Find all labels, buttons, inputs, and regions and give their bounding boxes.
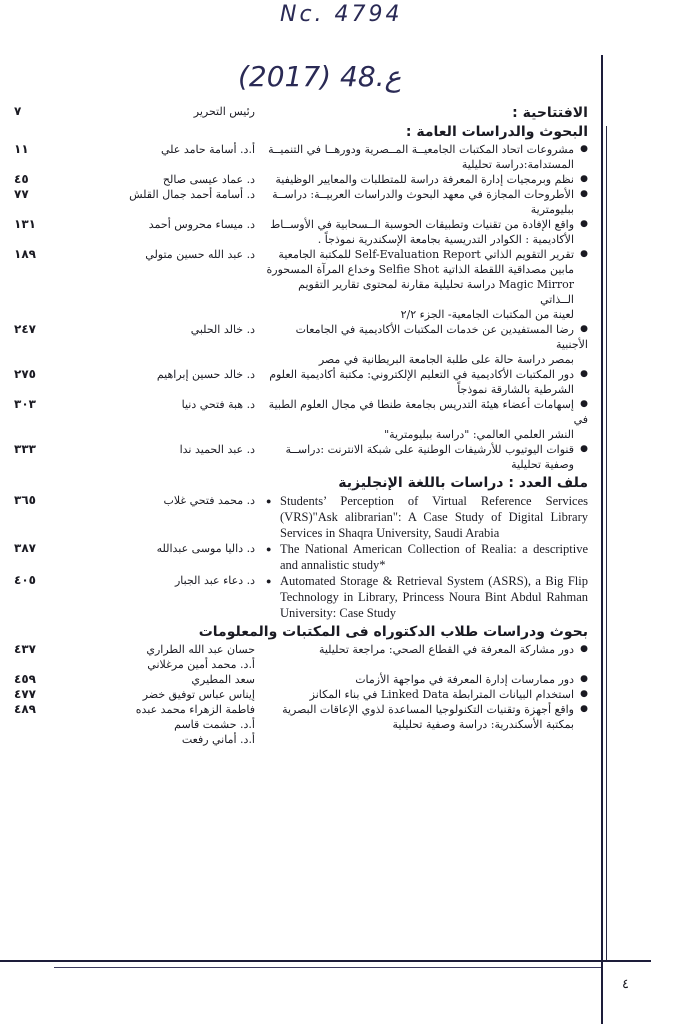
toc-entry-title: [266, 541, 588, 573]
bullet-icon: ●: [580, 369, 588, 379]
toc-entry-authors: [85, 442, 255, 457]
title-text: Students’ Perception of Virtual Reference Services (VRS)"Ask alibrarian": A Case Study of Digital Library Services in Shaqra University, Saudi Arabia: [280, 494, 588, 540]
title-text: The National American Collection of Realia: a descriptive and annalistic study*: [280, 542, 588, 572]
title-line: استخدام البيانات المترابطة Linked Data في بناء المكانز: [309, 688, 574, 701]
heading-doctoral: بحوث ودراسات طلاب الدكتوراه فى المكتبات والمعلومات: [198, 624, 588, 640]
doctoral-studies-list: [14, 642, 588, 747]
bullet-icon: ●: [580, 324, 588, 334]
title-line: قنوات اليوتيوب للأرشيفات الوطنية على شبكة الانترنت :دراســة: [285, 443, 574, 456]
english-studies-list: [14, 493, 588, 621]
toc-entry-title: [266, 217, 588, 247]
title-line: الشرطية بالشارقة نموذجاً: [457, 383, 574, 396]
title-line: الأطروحات المجازة في معهد البحوث والدراسات العربيــة: دراســة: [272, 188, 574, 201]
frame-vertical-rule: [601, 55, 603, 1024]
table-of-contents: [14, 104, 588, 747]
toc-entry-author: د. هبة فتحي دنيا: [181, 398, 255, 411]
title-line: مشروعات اتحاد المكتبات الجامعيــة المــصرية ودورهــا في التنميــة: [268, 143, 574, 156]
toc-entry-author: د. أسامة أحمد جمال القلش: [129, 188, 255, 201]
frame-inner-vertical-rule: [606, 126, 607, 960]
toc-entry-title: [266, 493, 588, 541]
title-line: واقع الإفادة من تقنيات وتطبيقات الحوسبة الــسحابية في الأوســاط: [270, 218, 574, 231]
toc-entry-authors: [85, 217, 255, 232]
title-line: دور مشاركة المعرفة في القطاع الصحي: مراجعة تحليلية: [318, 643, 574, 656]
toc-entry: [14, 187, 588, 217]
title-line: ببليومترية: [530, 203, 574, 216]
title-line: دور المكتبات الأكاديمية في التعليم الإلكتروني: مكتبة أكاديمية العلوم: [269, 368, 574, 381]
toc-entry: [14, 322, 588, 367]
toc-entry-author: د. عماد عيسى صالح: [162, 173, 255, 186]
toc-entry-author: أ.د. محمد أمين مرغلاني: [147, 658, 255, 671]
toc-entry: [14, 687, 588, 702]
editorial-author-cell: [85, 104, 255, 119]
toc-entry-authors: [85, 702, 255, 747]
title-line: رضا المستفيدين عن خدمات المكتبات الأكاديمية في الجامعات الأجنبية: [295, 323, 588, 351]
toc-entry-authors: [85, 687, 255, 702]
page-number: ٤: [622, 977, 629, 992]
bullet-icon: ●: [580, 644, 588, 654]
bullet-icon: ●: [580, 704, 588, 714]
toc-entry-title: [266, 687, 588, 702]
toc-entry: [14, 397, 588, 442]
title-line: النشر العلمي العالمي: "دراسة ببليومترية": [384, 428, 574, 441]
handwritten-volume-note: (2017) 48.ع: [238, 60, 402, 93]
toc-entry-title: [266, 442, 588, 472]
general-studies-list: [14, 142, 588, 472]
toc-entry-author: فاطمة الزهراء محمد عبده: [135, 703, 255, 716]
frame-secondary-rule: [54, 967, 601, 968]
toc-entry-page: ٤٧٧: [14, 687, 36, 701]
toc-entry: [14, 367, 588, 397]
english-title-wrap: [266, 541, 588, 573]
toc-entry-title: [266, 672, 588, 687]
title-text: Automated Storage & Retrieval System (ASRS), a Big Flip Technology in Library, Princess Noura Bint Abdul Rahman University: Case Study: [280, 574, 588, 620]
toc-entry-author: د. خالد حسين إبراهيم: [156, 368, 255, 381]
toc-entry: [14, 217, 588, 247]
title-line: Magic Mirror دراسة تحليلية مقارنة لمحتوى تقارير التقويم الــذاتي: [298, 278, 574, 306]
toc-entry: [14, 493, 588, 541]
toc-entry-page: ٣٣٣: [14, 442, 36, 456]
english-title-wrap: [266, 573, 588, 621]
toc-entry-title: [266, 397, 588, 442]
toc-entry-author: د. خالد الحلبي: [190, 323, 255, 336]
toc-entry: [14, 573, 588, 621]
title-line: نظم وبرمجيات إدارة المعرفة دراسة للمتطلبات والمعايير الوظيفية: [275, 173, 574, 186]
toc-entry-title: [266, 142, 588, 172]
frame-horizontal-rule: [0, 960, 651, 962]
toc-entry-page: ٧٧: [14, 187, 29, 201]
toc-entry: [14, 541, 588, 573]
toc-entry-title: [266, 702, 588, 732]
toc-entry: [14, 247, 588, 322]
title-line: وصفية تحليلية: [511, 458, 574, 471]
toc-entry-author: حسان عبد الله الطراري: [146, 643, 255, 656]
toc-entry: [14, 442, 588, 472]
editorial-page: ٧: [14, 104, 22, 118]
toc-entry-page: ٤٥: [14, 172, 29, 186]
toc-entry-authors: [85, 642, 255, 672]
title-line: دور ممارسات إدارة المعرفة في مواجهة الأزمات: [355, 673, 574, 686]
toc-entry: [14, 672, 588, 687]
toc-entry: [14, 702, 588, 747]
title-line: بمصر دراسة حالة على طلبة الجامعة البريطانية في مصر: [318, 353, 574, 366]
toc-entry-authors: [85, 142, 255, 157]
toc-entry-page: ٤٣٧: [14, 642, 36, 656]
toc-entry-title: [266, 322, 588, 367]
bullet-icon: ●: [580, 674, 588, 684]
toc-entry-authors: [85, 672, 255, 687]
bullet-icon: ●: [580, 189, 588, 199]
toc-entry: [14, 642, 588, 672]
toc-entry-author: أ.د. أماني رفعت: [181, 733, 255, 746]
heading-english-file: ملف العدد : دراسات باللغة الإنجليزية: [338, 475, 588, 491]
title-line: إسهامات أعضاء هيئة التدريس بجامعة طنطا في مجال العلوم الطبية في: [268, 398, 588, 426]
toc-entry-page: ٣٠٣: [14, 397, 36, 411]
toc-entry-title: [266, 247, 588, 322]
toc-entry-authors: [85, 493, 255, 508]
bullet-icon: ●: [580, 444, 588, 454]
toc-entry-page: ٤٥٩: [14, 672, 36, 686]
toc-entry-page: ٢٧٥: [14, 367, 36, 381]
bullet-icon: ●: [580, 219, 588, 229]
title-line: المستدامة:دراسة تحليلية: [461, 158, 574, 171]
toc-entry-page: ١٨٩: [14, 247, 36, 261]
toc-entry-title: [266, 367, 588, 397]
editorial-row: [14, 104, 588, 123]
title-line: الأكاديمية : الكوادر التدريسية بجامعة الإسكندرية نموذجاً .: [317, 233, 574, 246]
toc-entry-author: د. دعاء عبد الجبار: [174, 574, 255, 587]
toc-entry-page: ٣٨٧: [14, 541, 36, 555]
toc-entry-author: أ.د. حشمت قاسم: [174, 718, 255, 731]
toc-entry-authors: [85, 172, 255, 187]
heading-general-studies: البحوث والدراسات العامة :: [405, 124, 588, 140]
toc-entry-authors: [85, 247, 255, 262]
toc-entry-title: [266, 172, 588, 187]
toc-entry-page: ٣٦٥: [14, 493, 36, 507]
toc-entry-author: د. محمد فتحي غلاب: [163, 494, 255, 507]
bullet-icon: ●: [266, 544, 272, 554]
toc-entry-author: أ.د. أسامة حامد علي: [160, 143, 255, 156]
toc-entry-authors: [85, 541, 255, 556]
toc-entry-authors: [85, 367, 255, 382]
title-line: بمكتبة الأسكندرية: دراسة وصفية تحليلية: [392, 718, 574, 731]
toc-entry-authors: [85, 187, 255, 202]
bullet-icon: ●: [580, 144, 588, 154]
bullet-icon: ●: [580, 174, 588, 184]
title-line: مابين مصداقية اللقطة الذاتية Selfie Shot وخداع المرآة المسحورة: [266, 263, 574, 276]
toc-entry-title: [266, 573, 588, 621]
toc-entry-page: ١١: [14, 142, 29, 156]
title-line: واقع أجهزة وتقنيات التكنولوجيا المساعدة لذوي الإعاقات البصرية: [282, 703, 574, 716]
toc-entry-page: ٤٨٩: [14, 702, 36, 716]
toc-entry-authors: [85, 397, 255, 412]
heading-editorial: الافتتاحية :: [512, 105, 588, 121]
bullet-icon: ●: [580, 249, 588, 259]
bullet-icon: ●: [266, 496, 272, 506]
toc-entry-authors: [85, 573, 255, 588]
title-line: تقرير التقويم الذاتي Self-Evaluation Report للمكتبة الجامعية: [278, 248, 574, 261]
toc-entry-author: د. عبد الحميد ندا: [179, 443, 255, 456]
editorial-author: رئيس التحرير: [193, 105, 255, 118]
toc-entry-author: د. عبد الله حسين متولي: [145, 248, 255, 261]
handwritten-call-number: Nc. 4794: [280, 2, 403, 27]
toc-entry: [14, 172, 588, 187]
toc-entry-author: إيناس عباس توفيق خضر: [142, 688, 255, 701]
english-title-wrap: [266, 493, 588, 541]
toc-entry-page: ٤٠٥: [14, 573, 36, 587]
toc-entry-author: سعد المطيري: [191, 673, 255, 686]
toc-entry-authors: [85, 322, 255, 337]
bullet-icon: ●: [266, 576, 272, 586]
toc-entry-page: ١٣١: [14, 217, 36, 231]
bullet-icon: ●: [580, 689, 588, 699]
bullet-icon: ●: [580, 399, 588, 409]
toc-entry-author: د. داليا موسى عبدالله: [156, 542, 255, 555]
toc-entry-page: ٢٤٧: [14, 322, 36, 336]
toc-entry-title: [266, 642, 588, 657]
toc-entry: [14, 142, 588, 172]
title-line: لعينة من المكتبات الجامعية- الجزء ٢/٢: [400, 308, 574, 321]
toc-entry-author: د. ميساء محروس أحمد: [148, 218, 255, 231]
toc-entry-title: [266, 187, 588, 217]
